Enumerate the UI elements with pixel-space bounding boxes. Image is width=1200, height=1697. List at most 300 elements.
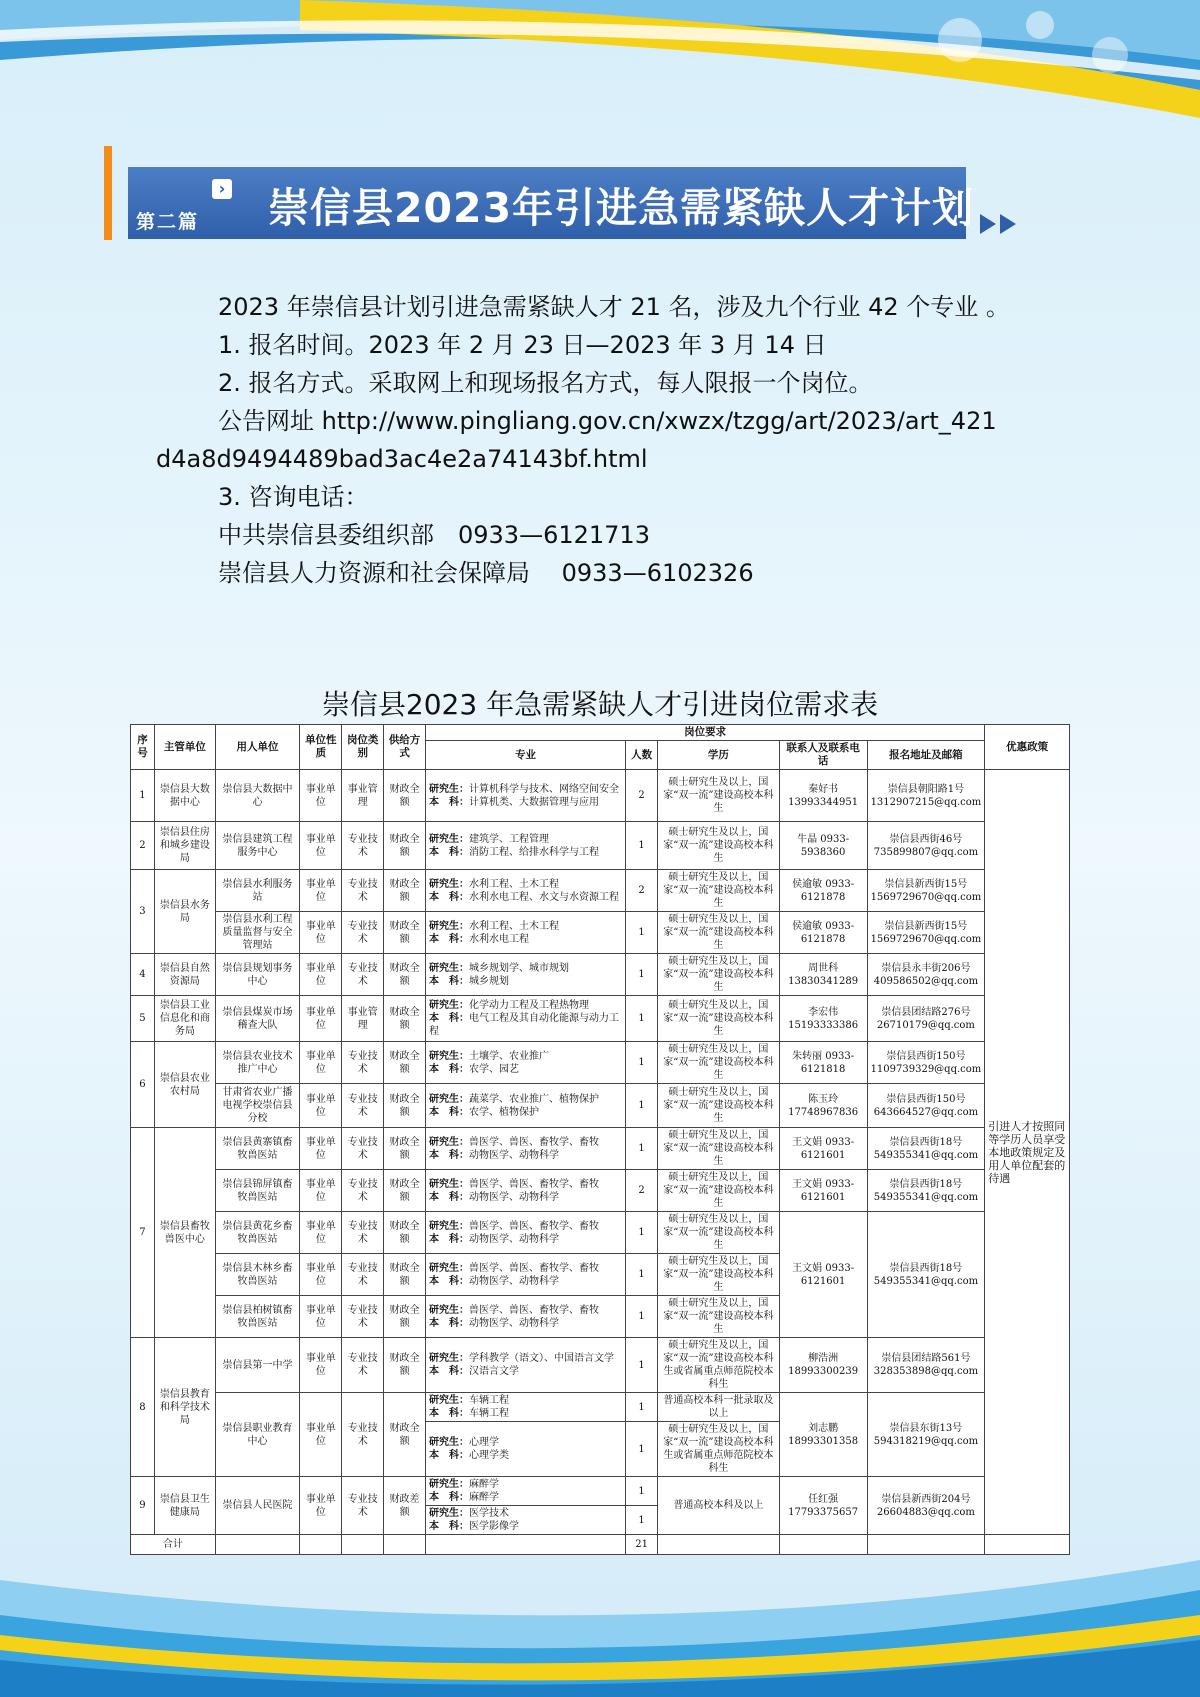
row-major	[426, 1128, 626, 1170]
row-supply: 财政全额	[384, 770, 426, 822]
table-title: 崇信县2023 年急需紧缺人才引进岗位需求表	[321, 688, 879, 721]
intro-summary: 2023 年崇信县计划引进急需紧缺人才 21 名，涉及九个行业 42 个专业 。	[218, 293, 1010, 321]
row-education: 硕士研究生及以上，国家“双一流”建设高校本科生	[658, 1042, 780, 1084]
row-count: 1	[626, 1128, 658, 1170]
row-nature: 事业单位	[300, 954, 342, 996]
header-address: 报名地址及邮箱	[867, 741, 985, 770]
graduate-majors: 心理学	[469, 1437, 499, 1448]
major-bachelor	[429, 1063, 622, 1076]
row-unit: 崇信县柏树镇畜牧兽医站	[215, 1296, 300, 1338]
bachelor-label: 本 科：	[429, 796, 469, 808]
bachelor-majors: 计算机类、大数据管理与应用	[469, 796, 599, 808]
graduate-label: 研究生：	[429, 962, 469, 974]
row-contact: 刘志鹏 18993301358	[779, 1393, 867, 1477]
footer-wave-decoration	[0, 1540, 1200, 1697]
bachelor-majors: 水利水电工程	[469, 933, 529, 945]
section-label: 第二篇	[136, 211, 200, 233]
graduate-majors: 医学技术	[469, 1508, 509, 1519]
header-wave-decoration	[0, 0, 1200, 150]
row-category: 专业技术	[342, 1042, 384, 1084]
bachelor-majors: 动物医学、动物科学	[469, 1149, 559, 1161]
header-unit: 用人单位	[215, 725, 300, 770]
major-bachelor	[429, 1407, 622, 1420]
table-row	[131, 912, 1070, 954]
major-graduate	[429, 1136, 622, 1149]
row-seq: 9	[131, 1477, 155, 1535]
double-arrow-icon	[978, 210, 1022, 238]
intro-registration-method: 2. 报名方式。采取网上和现场报名方式，每人限报一个岗位。	[218, 369, 873, 397]
row-dept: 崇信县农业农村局	[154, 1042, 215, 1128]
major-graduate	[429, 833, 622, 846]
row-supply: 财政全额	[384, 996, 426, 1042]
bachelor-majors: 汉语言文学	[469, 1366, 519, 1377]
section-title-banner	[128, 167, 975, 239]
row-category: 专业技术	[342, 1212, 384, 1254]
major-graduate	[429, 962, 622, 975]
row-nature: 事业单位	[300, 912, 342, 954]
table-row	[131, 954, 1070, 996]
row-unit: 崇信县黄寨镇畜牧兽医站	[215, 1128, 300, 1170]
row-seq: 3	[131, 870, 155, 954]
bachelor-label: 本 科：	[429, 1149, 469, 1161]
major-graduate	[429, 1262, 622, 1275]
row-unit: 崇信县锦屏镇畜牧兽医站	[215, 1170, 300, 1212]
row-major	[426, 1212, 626, 1254]
row-supply: 财政全额	[384, 870, 426, 912]
row-supply: 财政全额	[384, 954, 426, 996]
major-graduate	[429, 999, 622, 1012]
row-address: 崇信县团结路276号 26710179@qq.com	[867, 996, 985, 1042]
total-empty-cell	[342, 1535, 384, 1555]
intro-consult-heading: 3. 咨询电话：	[218, 483, 369, 511]
major-bachelor	[429, 1317, 622, 1330]
row-category: 专业技术	[342, 1170, 384, 1212]
bachelor-majors: 动物医学、动物科学	[469, 1191, 559, 1203]
row-major	[426, 1338, 626, 1393]
table-row	[131, 870, 1070, 912]
row-major	[426, 870, 626, 912]
graduate-majors: 兽医学、兽医、畜牧学、畜牧	[469, 1262, 599, 1274]
bachelor-label: 本 科：	[429, 933, 469, 945]
row-contact: 朱转丽 0933-6121818	[779, 1042, 867, 1084]
row-nature: 事业单位	[300, 1296, 342, 1338]
major-graduate	[429, 1478, 622, 1491]
row-supply: 财政全额	[384, 1084, 426, 1128]
row-major	[426, 1506, 626, 1535]
graduate-majors: 兽医学、兽医、畜牧学、畜牧	[469, 1136, 599, 1148]
row-dept: 崇信县教育和科学技术局	[154, 1338, 215, 1477]
table-row	[131, 1212, 1070, 1254]
row-supply: 财政全额	[384, 1254, 426, 1296]
total-empty-cell	[658, 1535, 780, 1555]
row-count: 2	[626, 870, 658, 912]
row-nature: 事业单位	[300, 996, 342, 1042]
row-address: 崇信县西街18号 549355341@qq.com	[867, 1170, 985, 1212]
major-bachelor	[429, 846, 622, 859]
bachelor-label: 本 科：	[429, 1492, 469, 1503]
row-category: 专业技术	[342, 1477, 384, 1535]
bachelor-label: 本 科：	[429, 1233, 469, 1245]
row-supply: 财政全额	[384, 1393, 426, 1477]
row-category: 专业技术	[342, 1338, 384, 1393]
row-supply: 财政全额	[384, 1042, 426, 1084]
row-address: 崇信县西街18号 549355341@qq.com	[867, 1212, 985, 1338]
row-contact: 王文娟 0933-6121601	[779, 1212, 867, 1338]
graduate-majors: 土壤学、农业推广	[469, 1050, 549, 1062]
graduate-label: 研究生：	[429, 1178, 469, 1190]
row-contact: 侯逾敏 0933-6121878	[779, 912, 867, 954]
intro-text	[156, 288, 1056, 592]
row-dept: 崇信县自然资源局	[154, 954, 215, 996]
row-nature: 事业单位	[300, 1254, 342, 1296]
bachelor-majors: 农学、植物保护	[469, 1106, 539, 1118]
intro-registration-time: 1. 报名时间。2023 年 2 月 23 日—2023 年 3 月 14 日	[218, 331, 827, 359]
row-category: 专业技术	[342, 1296, 384, 1338]
major-bachelor	[429, 1365, 622, 1378]
row-education: 普通高校本科及以上	[658, 1477, 780, 1535]
major-graduate	[429, 1304, 622, 1317]
row-count: 1	[626, 1477, 658, 1506]
intro-phone-organization: 中共崇信县委组织部 0933—6121713	[218, 521, 650, 549]
graduate-majors: 水利工程、土木工程	[469, 920, 559, 932]
major-graduate	[429, 920, 622, 933]
row-major	[426, 954, 626, 996]
row-unit: 崇信县规划事务中心	[215, 954, 300, 996]
row-seq: 6	[131, 1042, 155, 1128]
bachelor-label: 本 科：	[429, 1366, 469, 1377]
bachelor-label: 本 科：	[429, 1275, 469, 1287]
row-contact: 王文娟 0933-6121601	[779, 1128, 867, 1170]
row-nature: 事业单位	[300, 1212, 342, 1254]
row-contact: 牛晶 0933-5938360	[779, 822, 867, 870]
graduate-label: 研究生：	[429, 1479, 469, 1490]
row-category: 专业技术	[342, 1254, 384, 1296]
total-empty-cell	[985, 1535, 1070, 1555]
table-row	[131, 1084, 1070, 1128]
row-category: 专业技术	[342, 822, 384, 870]
table-row	[131, 996, 1070, 1042]
row-unit: 崇信县人民医院	[215, 1477, 300, 1535]
row-seq: 4	[131, 954, 155, 996]
header-education: 学历	[658, 741, 780, 770]
row-major	[426, 912, 626, 954]
row-education: 普通高校本科一批录取及以上	[658, 1393, 780, 1422]
row-supply: 财政全额	[384, 1170, 426, 1212]
total-empty-cell	[300, 1535, 342, 1555]
row-contact: 侯逾敏 0933-6121878	[779, 870, 867, 912]
row-count: 1	[626, 1084, 658, 1128]
table-row	[131, 1393, 1070, 1422]
table-row	[131, 1338, 1070, 1393]
row-nature: 事业单位	[300, 1084, 342, 1128]
total-count: 21	[626, 1535, 658, 1555]
row-address: 崇信县西街150号 1109739329@qq.com	[867, 1042, 985, 1084]
graduate-majors: 麻醉学	[469, 1479, 499, 1490]
row-address: 崇信县西街46号 735899807@qq.com	[867, 822, 985, 870]
major-bachelor	[429, 891, 622, 904]
row-education: 硕士研究生及以上，国家“双一流”建设高校本科生	[658, 770, 780, 822]
major-bachelor	[429, 1449, 622, 1462]
requirements-table	[130, 724, 1070, 1555]
row-count: 1	[626, 1254, 658, 1296]
table-row	[131, 822, 1070, 870]
graduate-label: 研究生：	[429, 1136, 469, 1148]
header-seq: 序号	[131, 725, 155, 770]
row-education: 硕士研究生及以上，国家“双一流”建设高校本科生	[658, 996, 780, 1042]
header-category: 岗位类别	[342, 725, 384, 770]
major-bachelor	[429, 1491, 622, 1504]
row-major	[426, 1042, 626, 1084]
major-graduate	[429, 1436, 622, 1449]
major-graduate	[429, 1178, 622, 1191]
bachelor-label: 本 科：	[429, 1191, 469, 1203]
major-graduate	[429, 1220, 622, 1233]
row-unit: 崇信县水利服务站	[215, 870, 300, 912]
graduate-majors: 蔬菜学、农业推广、植物保护	[469, 1093, 599, 1105]
row-nature: 事业单位	[300, 1393, 342, 1477]
row-supply: 财政全额	[384, 1296, 426, 1338]
graduate-label: 研究生：	[429, 1220, 469, 1232]
bachelor-label: 本 科：	[429, 1317, 469, 1329]
major-graduate	[429, 783, 622, 796]
graduate-majors: 兽医学、兽医、畜牧学、畜牧	[469, 1220, 599, 1232]
major-bachelor	[429, 796, 622, 809]
bachelor-label: 本 科：	[429, 1063, 469, 1075]
bachelor-label: 本 科：	[429, 846, 469, 858]
bachelor-majors: 动物医学、动物科学	[469, 1275, 559, 1287]
graduate-majors: 城乡规划学、城市规划	[469, 962, 569, 974]
header-policy: 优惠政策	[985, 725, 1070, 770]
row-seq: 1	[131, 770, 155, 822]
major-graduate	[429, 1507, 622, 1520]
row-nature: 事业单位	[300, 1338, 342, 1393]
row-contact: 秦好书 13993344951	[779, 770, 867, 822]
row-count: 1	[626, 1393, 658, 1422]
major-graduate	[429, 1394, 622, 1407]
major-bachelor	[429, 1106, 622, 1119]
graduate-label: 研究生：	[429, 1395, 469, 1406]
graduate-majors: 计算机科学与技术、网络空间安全	[469, 783, 619, 795]
row-address: 崇信县新西街15号 1569729670@qq.com	[867, 912, 985, 954]
graduate-label: 研究生：	[429, 1353, 469, 1364]
row-address: 崇信县朝阳路1号 1312907215@qq.com	[867, 770, 985, 822]
bachelor-majors: 动物医学、动物科学	[469, 1233, 559, 1245]
graduate-majors: 学科教学（语文）、中国语言文学	[469, 1353, 614, 1364]
bachelor-majors: 农学、园艺	[469, 1063, 519, 1075]
table-body	[131, 770, 1070, 1555]
row-dept: 崇信县水务局	[154, 870, 215, 954]
graduate-label: 研究生：	[429, 1508, 469, 1519]
graduate-majors: 车辆工程	[469, 1395, 509, 1406]
row-count: 1	[626, 912, 658, 954]
row-dept: 崇信县畜牧兽医中心	[154, 1128, 215, 1338]
total-empty-cell	[215, 1535, 300, 1555]
total-empty-cell	[426, 1535, 626, 1555]
row-category: 专业技术	[342, 912, 384, 954]
row-education: 硕士研究生及以上，国家“双一流”建设高校本科生	[658, 1084, 780, 1128]
major-bachelor	[429, 975, 622, 988]
major-graduate	[429, 1352, 622, 1365]
row-dept: 崇信县卫生健康局	[154, 1477, 215, 1535]
row-nature: 事业单位	[300, 822, 342, 870]
bachelor-label: 本 科：	[429, 1013, 469, 1024]
bachelor-majors: 医学影像学	[469, 1521, 519, 1532]
graduate-label: 研究生：	[429, 1262, 469, 1274]
row-education: 硕士研究生及以上，国家“双一流”建设高校本科生	[658, 1170, 780, 1212]
major-graduate	[429, 1050, 622, 1063]
row-unit: 崇信县黄花乡畜牧兽医站	[215, 1212, 300, 1254]
row-major	[426, 1477, 626, 1506]
title-accent-bar	[104, 146, 112, 240]
bachelor-majors: 动物医学、动物科学	[469, 1317, 559, 1329]
row-unit: 甘肃省农业广播电视学校崇信县分校	[215, 1084, 300, 1128]
graduate-label: 研究生：	[429, 1437, 469, 1448]
row-policy: 引进人才按照同等学历人员享受本地政策规定及用人单位配套的待遇	[985, 770, 1070, 1535]
bachelor-label: 本 科：	[429, 1106, 469, 1118]
row-address: 崇信县西街18号 549355341@qq.com	[867, 1128, 985, 1170]
chevron-right-icon: ›	[212, 179, 232, 199]
page-title: 崇信县2023年引进急需紧缺人才计划	[268, 184, 975, 232]
row-nature: 事业单位	[300, 870, 342, 912]
bachelor-label: 本 科：	[429, 975, 469, 987]
row-address: 崇信县永丰街206号 409586502@qq.com	[867, 954, 985, 996]
header-major: 专业	[426, 741, 626, 770]
row-nature: 事业单位	[300, 1042, 342, 1084]
row-category: 专业技术	[342, 870, 384, 912]
row-supply: 财政全额	[384, 1338, 426, 1393]
header-dept: 主管单位	[154, 725, 215, 770]
row-contact: 柳浩洲 18993300239	[779, 1338, 867, 1393]
total-label: 合计	[131, 1535, 216, 1555]
row-contact: 周世科 13830341289	[779, 954, 867, 996]
row-contact: 任红强 17793375657	[779, 1477, 867, 1535]
bachelor-majors: 水利水电工程、水文与水资源工程	[469, 891, 619, 903]
row-dept: 崇信县大数据中心	[154, 770, 215, 822]
row-address: 崇信县团结路561号 328353898@qq.com	[867, 1338, 985, 1393]
row-category: 专业技术	[342, 1393, 384, 1477]
row-education: 硕士研究生及以上，国家“双一流”建设高校本科生	[658, 1128, 780, 1170]
row-contact: 陈玉玲 17748967836	[779, 1084, 867, 1128]
row-address: 崇信县东街13号 594318219@qq.com	[867, 1393, 985, 1477]
intro-phone-hr: 崇信县人力资源和社会保障局 0933—6102326	[218, 559, 754, 587]
row-count: 1	[626, 954, 658, 996]
row-count: 1	[626, 1506, 658, 1535]
row-major	[426, 1254, 626, 1296]
bachelor-majors: 心理学类	[469, 1450, 509, 1461]
row-address: 崇信县新西街15号 1569729670@qq.com	[867, 870, 985, 912]
graduate-majors: 兽医学、兽医、畜牧学、畜牧	[469, 1304, 599, 1316]
major-bachelor	[429, 1149, 622, 1162]
row-education: 硕士研究生及以上，国家“双一流”建设高校本科生	[658, 1296, 780, 1338]
row-dept: 崇信县住房和城乡建设局	[154, 822, 215, 870]
row-unit: 崇信县第一中学	[215, 1338, 300, 1393]
row-nature: 事业单位	[300, 770, 342, 822]
row-category: 事业管理	[342, 996, 384, 1042]
table-row	[131, 1477, 1070, 1506]
major-bachelor	[429, 1191, 622, 1204]
major-bachelor	[429, 1012, 622, 1038]
row-count: 1	[626, 1422, 658, 1477]
row-category: 专业技术	[342, 954, 384, 996]
header-count: 人数	[626, 741, 658, 770]
table-row	[131, 1170, 1070, 1212]
row-unit: 崇信县农业技术推广中心	[215, 1042, 300, 1084]
major-bachelor	[429, 1520, 622, 1533]
row-count: 1	[626, 1296, 658, 1338]
row-education: 硕士研究生及以上，国家“双一流”建设高校本科生	[658, 912, 780, 954]
header-nature: 单位性质	[300, 725, 342, 770]
row-education: 硕士研究生及以上，国家“双一流”建设高校本科生	[658, 1254, 780, 1296]
major-graduate	[429, 878, 622, 891]
row-dept: 崇信县工业信息化和商务局	[154, 996, 215, 1042]
row-major	[426, 1170, 626, 1212]
major-bachelor	[429, 1275, 622, 1288]
row-seq: 8	[131, 1338, 155, 1477]
bachelor-majors: 电气工程及其自动化能源与动力工程	[429, 1013, 619, 1037]
row-unit: 崇信县木林乡畜牧兽医站	[215, 1254, 300, 1296]
graduate-label: 研究生：	[429, 920, 469, 932]
header-contact: 联系人及联系电话	[779, 741, 867, 770]
row-nature: 事业单位	[300, 1128, 342, 1170]
row-unit: 崇信县建筑工程服务中心	[215, 822, 300, 870]
row-seq: 2	[131, 822, 155, 870]
major-bachelor	[429, 1233, 622, 1246]
bachelor-majors: 车辆工程	[469, 1408, 509, 1419]
intro-url-line1: 公告网址 http://www.pingliang.gov.cn/xwzx/tzgg/art/2023/art_421	[218, 407, 997, 435]
row-supply: 财政全额	[384, 822, 426, 870]
row-education: 硕士研究生及以上，国家“双一流”建设高校本科生或省属重点师范院校本科生	[658, 1338, 780, 1393]
row-major	[426, 1084, 626, 1128]
row-count: 1	[626, 1042, 658, 1084]
major-graduate	[429, 1093, 622, 1106]
graduate-label: 研究生：	[429, 878, 469, 890]
row-count: 1	[626, 1212, 658, 1254]
row-address: 崇信县西街150号 643664527@qq.com	[867, 1084, 985, 1128]
row-nature: 事业单位	[300, 1477, 342, 1535]
row-contact: 王文娟 0933-6121601	[779, 1170, 867, 1212]
row-supply: 财政全额	[384, 1128, 426, 1170]
row-unit: 崇信县职业教育中心	[215, 1393, 300, 1477]
major-bachelor	[429, 933, 622, 946]
graduate-majors: 化学动力工程及工程热物理	[469, 1000, 589, 1011]
row-education: 硕士研究生及以上，国家“双一流”建设高校本科生或省属重点师范院校本科生	[658, 1422, 780, 1477]
row-category: 专业技术	[342, 1128, 384, 1170]
row-education: 硕士研究生及以上，国家“双一流”建设高校本科生	[658, 822, 780, 870]
bachelor-majors: 麻醉学	[469, 1492, 499, 1503]
intro-url-line2: d4a8d9494489bad3ac4e2a74143bf.html	[156, 445, 648, 473]
row-unit: 崇信县煤炭市场稽查大队	[215, 996, 300, 1042]
graduate-majors: 兽医学、兽医、畜牧学、畜牧	[469, 1178, 599, 1190]
bachelor-label: 本 科：	[429, 1408, 469, 1419]
table-row	[131, 770, 1070, 822]
row-major	[426, 822, 626, 870]
row-unit: 崇信县大数据中心	[215, 770, 300, 822]
row-category: 事业管理	[342, 770, 384, 822]
row-count: 2	[626, 770, 658, 822]
graduate-majors: 水利工程、土木工程	[469, 878, 559, 890]
row-contact: 李宏伟 15193333386	[779, 996, 867, 1042]
bachelor-label: 本 科：	[429, 1521, 469, 1532]
row-supply: 财政差额	[384, 1477, 426, 1535]
row-count: 1	[626, 1338, 658, 1393]
bachelor-majors: 消防工程、给排水科学与工程	[469, 846, 599, 858]
row-unit: 崇信县水利工程质量监督与安全管理站	[215, 912, 300, 954]
graduate-label: 研究生：	[429, 833, 469, 845]
row-seq: 7	[131, 1128, 155, 1338]
graduate-label: 研究生：	[429, 1000, 469, 1011]
header-requirements: 岗位要求	[426, 725, 985, 741]
graduate-label: 研究生：	[429, 783, 469, 795]
